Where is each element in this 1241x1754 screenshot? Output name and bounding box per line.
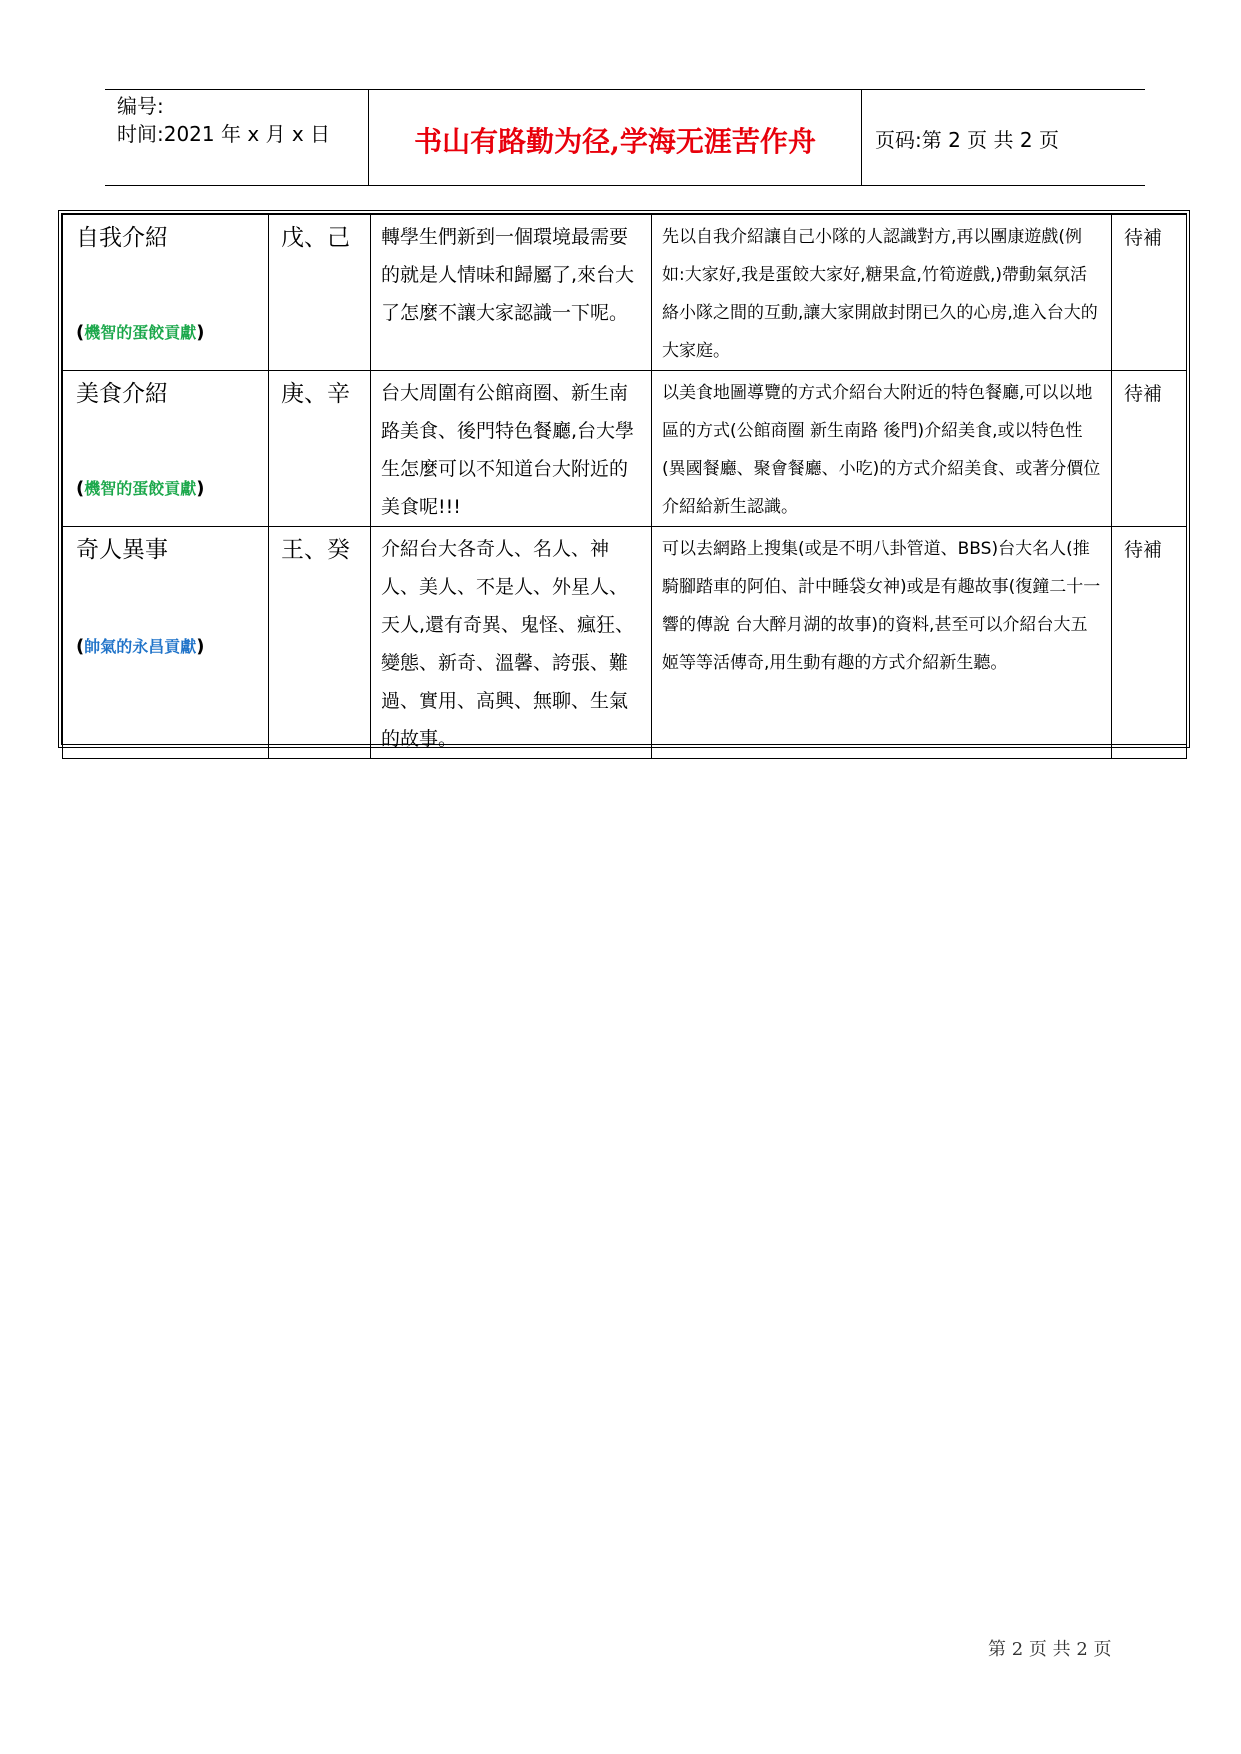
contributor-name: 機智的蛋餃貢獻	[84, 479, 197, 498]
method-cell: 可以去網路上搜集(或是不明八卦管道、BBS)台大名人(推騎腳踏車的阿伯、計中睡袋女神)或是有趣故事(復鐘二十一響的傳說 台大醉月湖的故事)的資料,甚至可以介紹台大五姬等等活傳奇,用生動有趣的方式介紹新生聽。	[652, 527, 1112, 759]
table-row	[63, 371, 1187, 527]
activity-table	[58, 210, 1190, 748]
contributor-name: 機智的蛋餃貢獻	[84, 323, 197, 342]
topic-title: 美食介紹	[76, 381, 168, 407]
status-cell: 待補	[1112, 215, 1187, 371]
status-cell: 待補	[1112, 371, 1187, 527]
status-cell: 待補	[1112, 527, 1187, 759]
page-header	[105, 89, 1145, 186]
contributor-name: 帥氣的永昌貢獻	[84, 637, 197, 656]
group-cell: 王、癸	[269, 527, 371, 759]
table-row	[63, 215, 1187, 371]
time-label: 时间:2021 年 x 月 x 日	[117, 122, 331, 146]
header-divider	[861, 90, 862, 185]
table-row	[63, 527, 1187, 759]
contributor-note: (機智的蛋餃貢獻)	[76, 322, 205, 343]
header-motto: 书山有路勤为径,学海无涯苦作舟	[414, 125, 816, 158]
topic-cell	[63, 215, 269, 371]
topic-title: 奇人異事	[76, 537, 168, 563]
topic-title: 自我介紹	[76, 225, 168, 251]
topic-cell	[63, 527, 269, 759]
page-footer: 第 2 页 共 2 页	[988, 1639, 1112, 1660]
description-cell: 台大周圍有公館商圈、新生南路美食、後門特色餐廳,台大學生怎麼可以不知道台大附近的美食呢!!!	[371, 371, 652, 527]
topic-cell	[63, 371, 269, 527]
description-cell: 轉學生們新到一個環境最需要的就是人情味和歸屬了,來台大了怎麼不讓大家認識一下呢。	[371, 215, 652, 371]
header-page-label: 页码:第 2 页 共 2 页	[875, 128, 1059, 152]
description-cell: 介紹台大各奇人、名人、神人、美人、不是人、外星人、天人,還有奇異、鬼怪、瘋狂、變態、新奇、溫馨、誇張、難過、實用、高興、無聊、生氣的故事。	[371, 527, 652, 759]
contributor-note: (機智的蛋餃貢獻)	[76, 478, 205, 499]
group-cell: 戊、己	[269, 215, 371, 371]
header-meta	[117, 92, 330, 148]
number-label: 编号:	[117, 94, 164, 118]
method-cell: 先以自我介紹讓自己小隊的人認識對方,再以團康遊戲(例如:大家好,我是蛋餃大家好,糖果盒,竹筍遊戲,)帶動氣氛活絡小隊之間的互動,讓大家開啟封閉已久的心房,進入台大的大家庭。	[652, 215, 1112, 371]
contributor-note: (帥氣的永昌貢獻)	[76, 636, 205, 657]
method-cell: 以美食地圖導覽的方式介紹台大附近的特色餐廳,可以以地區的方式(公館商圈 新生南路 後門)介紹美食,或以特色性(異國餐廳、聚會餐廳、小吃)的方式介紹美食、或著分價位介紹給新生認識。	[652, 371, 1112, 527]
group-cell: 庚、辛	[269, 371, 371, 527]
